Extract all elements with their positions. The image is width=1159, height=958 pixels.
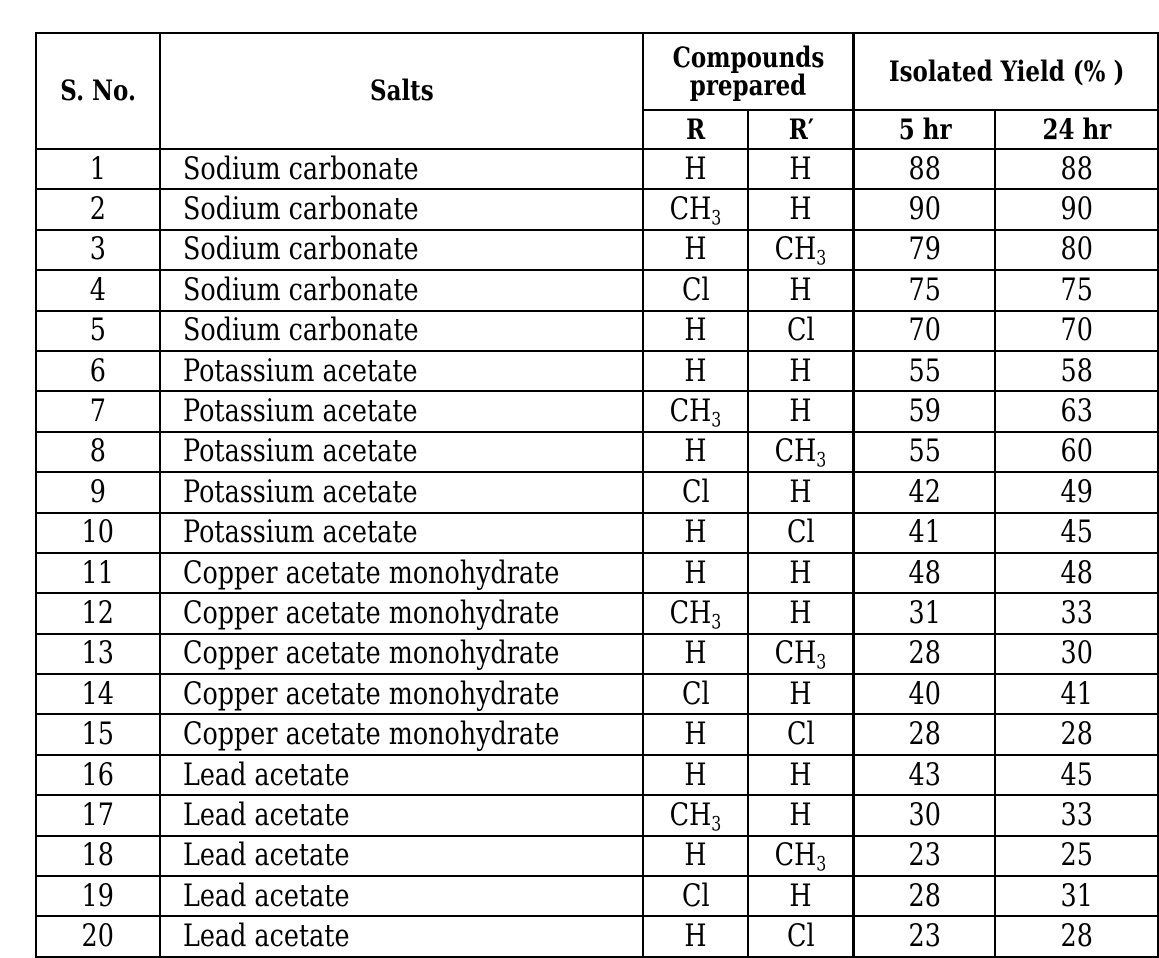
- header-compounds-line1: Compounds: [672, 40, 824, 74]
- table-row: [36, 270, 1158, 310]
- cell-r-prime: [748, 916, 854, 956]
- table-row: [36, 714, 1158, 754]
- cell-r: [643, 876, 749, 916]
- cell-yield-24hr-value: 33: [1060, 594, 1093, 631]
- cell-r: [643, 593, 749, 633]
- cell-r-prime-value: Cl: [787, 918, 815, 955]
- cell-yield-5hr-value: 41: [908, 514, 942, 551]
- cell-r-value: H: [684, 756, 707, 793]
- cell-yield-24hr-value: 60: [1060, 433, 1093, 470]
- cell-yield-5hr-value: 28: [908, 877, 942, 914]
- cell-sno-value: 1: [89, 150, 107, 187]
- cell-r-prime-value: H: [789, 393, 813, 430]
- cell-sno-value: 10: [81, 514, 115, 551]
- cell-sno-value: 20: [81, 918, 115, 955]
- cell-sno: [36, 836, 160, 876]
- cell-yield-5hr: [854, 189, 996, 229]
- cell-yield-24hr-value: 80: [1060, 231, 1093, 268]
- cell-yield-5hr: [854, 270, 996, 310]
- header-yield: [854, 33, 1158, 110]
- cell-yield-24hr-value: 31: [1060, 877, 1093, 914]
- cell-r-prime-value: H: [789, 594, 813, 631]
- cell-salt-value: Potassium acetate: [182, 433, 418, 470]
- cell-r: [643, 432, 749, 472]
- table-row: [36, 876, 1158, 916]
- cell-r-value: Cl: [681, 675, 710, 712]
- cell-sno-value: 11: [81, 554, 115, 591]
- cell-salt: [160, 270, 643, 310]
- cell-r: [643, 513, 749, 553]
- cell-r-prime-value: H: [789, 150, 813, 187]
- cell-sno: [36, 351, 160, 391]
- table-row: [36, 432, 1158, 472]
- cell-salt-value: Sodium carbonate: [182, 231, 419, 268]
- cell-sno: [36, 391, 160, 431]
- cell-yield-5hr-value: 28: [908, 635, 942, 672]
- cell-salt-value: Potassium acetate: [182, 473, 418, 510]
- header-compounds: [643, 33, 854, 110]
- cell-r-prime: [748, 836, 854, 876]
- cell-r-prime: [748, 593, 854, 633]
- cell-sno-value: 14: [81, 675, 115, 712]
- yield-table-container: [35, 32, 1159, 958]
- cell-yield-24hr: [995, 513, 1158, 553]
- cell-r: [643, 916, 749, 956]
- cell-r-prime-value: H: [789, 675, 813, 712]
- cell-sno-value: 15: [81, 716, 115, 753]
- cell-salt: [160, 714, 643, 754]
- cell-salt-value: Lead acetate: [182, 756, 350, 793]
- header-r-prime-label: R′: [788, 112, 814, 146]
- cell-yield-24hr: [995, 714, 1158, 754]
- cell-r: [643, 270, 749, 310]
- cell-sno: [36, 432, 160, 472]
- cell-yield-24hr-value: 48: [1060, 554, 1093, 591]
- cell-r-value: H: [684, 716, 707, 753]
- cell-yield-5hr-value: 55: [908, 433, 942, 470]
- cell-yield-5hr: [854, 755, 996, 795]
- cell-r-prime-value: Cl: [787, 312, 815, 349]
- cell-salt-value: Sodium carbonate: [182, 312, 419, 349]
- cell-yield-5hr: [854, 916, 996, 956]
- cell-yield-24hr-value: 70: [1060, 312, 1093, 349]
- cell-r-prime-value: $CH_3$: [775, 433, 827, 472]
- cell-sno-value: 9: [89, 473, 107, 510]
- header-r: [643, 110, 749, 149]
- cell-yield-5hr: [854, 553, 996, 593]
- cell-yield-5hr-value: 23: [908, 918, 942, 955]
- cell-sno-value: 3: [89, 231, 107, 268]
- cell-salt-value: Potassium acetate: [182, 514, 418, 551]
- cell-salt: [160, 795, 643, 835]
- cell-r: [643, 311, 749, 351]
- cell-yield-5hr-value: 70: [908, 312, 942, 349]
- cell-sno: [36, 755, 160, 795]
- cell-yield-5hr: [854, 674, 996, 714]
- cell-sno: [36, 714, 160, 754]
- cell-yield-5hr: [854, 149, 996, 189]
- cell-r-prime: [748, 189, 854, 229]
- cell-yield-5hr: [854, 472, 996, 512]
- cell-r-prime: [748, 230, 854, 270]
- cell-r-prime: [748, 795, 854, 835]
- cell-yield-24hr: [995, 593, 1158, 633]
- cell-yield-5hr-value: 31: [908, 594, 942, 631]
- cell-r: [643, 795, 749, 835]
- cell-sno-value: 13: [81, 635, 115, 672]
- cell-yield-24hr-value: 41: [1060, 675, 1093, 712]
- cell-r-value: H: [684, 918, 707, 955]
- cell-r-value: Cl: [681, 271, 710, 308]
- cell-sno-value: 12: [81, 594, 115, 631]
- cell-yield-5hr: [854, 795, 996, 835]
- cell-yield-24hr: [995, 391, 1158, 431]
- table-row: [36, 593, 1158, 633]
- cell-yield-5hr-value: 59: [908, 393, 942, 430]
- cell-yield-5hr: [854, 836, 996, 876]
- cell-yield-24hr: [995, 230, 1158, 270]
- cell-sno-value: 5: [89, 312, 107, 349]
- cell-sno: [36, 876, 160, 916]
- cell-salt: [160, 755, 643, 795]
- cell-yield-24hr: [995, 189, 1158, 229]
- cell-yield-24hr-value: 25: [1060, 837, 1093, 874]
- cell-sno-value: 7: [89, 393, 107, 430]
- cell-yield-24hr: [995, 149, 1158, 189]
- cell-sno: [36, 149, 160, 189]
- cell-salt: [160, 876, 643, 916]
- cell-yield-24hr: [995, 876, 1158, 916]
- cell-salt-value: Sodium carbonate: [182, 191, 419, 228]
- cell-r-prime-value: H: [789, 473, 813, 510]
- cell-r-prime-value: $CH_3$: [775, 635, 827, 674]
- table-row: [36, 391, 1158, 431]
- cell-r: [643, 230, 749, 270]
- cell-r-prime: [748, 755, 854, 795]
- cell-r-value: H: [684, 231, 707, 268]
- table-row: [36, 351, 1158, 391]
- cell-r-prime: [748, 391, 854, 431]
- cell-r-prime-value: H: [789, 352, 813, 389]
- table-row: [36, 916, 1158, 956]
- cell-salt: [160, 553, 643, 593]
- cell-yield-24hr: [995, 795, 1158, 835]
- cell-r: [643, 351, 749, 391]
- cell-r-prime: [748, 634, 854, 674]
- cell-r-prime: [748, 513, 854, 553]
- cell-r-prime-value: Cl: [787, 716, 815, 753]
- cell-sno-value: 17: [81, 796, 115, 833]
- cell-yield-5hr: [854, 513, 996, 553]
- cell-sno-value: 8: [89, 433, 107, 470]
- cell-salt-value: Copper acetate monohydrate: [182, 675, 560, 712]
- cell-salt-value: Lead acetate: [182, 796, 350, 833]
- table-row: [36, 795, 1158, 835]
- cell-salt-value: Copper acetate monohydrate: [182, 594, 560, 631]
- cell-r-prime-value: H: [789, 554, 813, 591]
- cell-salt: [160, 432, 643, 472]
- cell-yield-5hr-value: 28: [908, 716, 942, 753]
- cell-salt: [160, 230, 643, 270]
- table-row: [36, 674, 1158, 714]
- cell-yield-5hr: [854, 714, 996, 754]
- header-salts-label: Salts: [369, 74, 434, 107]
- cell-yield-5hr-value: 43: [908, 756, 942, 793]
- cell-yield-24hr: [995, 836, 1158, 876]
- cell-salt: [160, 593, 643, 633]
- cell-salt-value: Copper acetate monohydrate: [182, 554, 560, 591]
- header-compounds-line2: prepared: [689, 68, 807, 102]
- cell-sno-value: 18: [81, 837, 115, 874]
- cell-yield-5hr: [854, 351, 996, 391]
- cell-salt-value: Potassium acetate: [182, 352, 418, 389]
- cell-yield-24hr: [995, 634, 1158, 674]
- header-5hr: [854, 110, 996, 149]
- table-row: [36, 149, 1158, 189]
- cell-r-value: $CH_3$: [669, 393, 722, 432]
- cell-salt-value: Lead acetate: [182, 918, 350, 955]
- cell-r-prime-value: H: [789, 191, 813, 228]
- cell-yield-24hr: [995, 311, 1158, 351]
- cell-sno: [36, 472, 160, 512]
- cell-yield-5hr: [854, 432, 996, 472]
- cell-yield-5hr-value: 30: [908, 796, 942, 833]
- cell-yield-5hr-value: 40: [908, 675, 942, 712]
- cell-salt-value: Lead acetate: [182, 877, 350, 914]
- cell-salt: [160, 836, 643, 876]
- table-header: [36, 33, 1158, 149]
- cell-yield-24hr: [995, 472, 1158, 512]
- cell-sno: [36, 553, 160, 593]
- cell-r-prime-value: $CH_3$: [775, 231, 827, 270]
- cell-yield-5hr: [854, 876, 996, 916]
- cell-yield-5hr-value: 42: [908, 473, 942, 510]
- table-row: [36, 755, 1158, 795]
- cell-r-value: Cl: [681, 473, 710, 510]
- header-5hr-label: 5 hr: [898, 112, 952, 146]
- table-body: [36, 149, 1158, 957]
- cell-r-prime: [748, 149, 854, 189]
- cell-yield-24hr: [995, 270, 1158, 310]
- table-row: [36, 472, 1158, 512]
- cell-yield-24hr-value: 33: [1060, 796, 1093, 833]
- cell-salt: [160, 916, 643, 956]
- cell-yield-24hr-value: 75: [1060, 271, 1093, 308]
- cell-yield-5hr: [854, 391, 996, 431]
- cell-yield-24hr-value: 58: [1060, 352, 1093, 389]
- cell-salt: [160, 674, 643, 714]
- cell-r: [643, 836, 749, 876]
- cell-r-prime: [748, 876, 854, 916]
- cell-sno: [36, 916, 160, 956]
- cell-sno: [36, 270, 160, 310]
- cell-sno: [36, 593, 160, 633]
- cell-r: [643, 189, 749, 229]
- cell-r: [643, 149, 749, 189]
- cell-salt-value: Copper acetate monohydrate: [182, 635, 560, 672]
- cell-r-prime-value: H: [789, 796, 813, 833]
- cell-yield-24hr-value: 28: [1060, 918, 1093, 955]
- cell-salt-value: Sodium carbonate: [182, 150, 419, 187]
- cell-r-prime-value: H: [789, 756, 813, 793]
- cell-r-value: H: [684, 635, 707, 672]
- cell-yield-5hr: [854, 634, 996, 674]
- cell-r-prime: [748, 270, 854, 310]
- cell-salt-value: Potassium acetate: [182, 393, 418, 430]
- cell-r-prime: [748, 432, 854, 472]
- cell-sno-value: 2: [89, 191, 107, 228]
- cell-yield-24hr-value: 45: [1060, 514, 1093, 551]
- cell-yield-5hr: [854, 311, 996, 351]
- table-row: [36, 230, 1158, 270]
- cell-r: [643, 634, 749, 674]
- cell-r-prime: [748, 311, 854, 351]
- cell-r-prime-value: $CH_3$: [775, 837, 827, 876]
- cell-salt-value: Copper acetate monohydrate: [182, 716, 560, 753]
- cell-r: [643, 714, 749, 754]
- cell-r-prime-value: H: [789, 271, 813, 308]
- cell-r-prime: [748, 472, 854, 512]
- cell-r-value: $CH_3$: [669, 796, 722, 836]
- table-row: [36, 189, 1158, 229]
- header-yield-label: Isolated Yield (% ): [888, 54, 1124, 88]
- cell-yield-24hr: [995, 674, 1158, 714]
- header-24hr-label: 24 hr: [1042, 112, 1112, 146]
- cell-salt: [160, 634, 643, 674]
- cell-r-prime: [748, 553, 854, 593]
- cell-r: [643, 755, 749, 795]
- cell-yield-24hr-value: 88: [1060, 150, 1093, 187]
- cell-r-prime: [748, 351, 854, 391]
- cell-salt: [160, 472, 643, 512]
- cell-yield-24hr: [995, 553, 1158, 593]
- cell-salt: [160, 189, 643, 229]
- cell-sno: [36, 311, 160, 351]
- header-salts: [160, 33, 643, 149]
- cell-salt-value: Sodium carbonate: [182, 271, 419, 308]
- cell-yield-24hr-value: 30: [1060, 635, 1093, 672]
- cell-sno-value: 16: [81, 756, 115, 793]
- table-row: [36, 836, 1158, 876]
- cell-sno-value: 6: [89, 352, 107, 389]
- table-row: [36, 553, 1158, 593]
- cell-yield-5hr-value: 90: [908, 191, 942, 228]
- cell-salt: [160, 149, 643, 189]
- cell-yield-24hr: [995, 755, 1158, 795]
- cell-r-value: H: [684, 352, 707, 389]
- cell-sno: [36, 674, 160, 714]
- cell-r-value: H: [684, 312, 707, 349]
- cell-sno: [36, 230, 160, 270]
- header-r-prime: [748, 110, 854, 149]
- cell-sno-value: 4: [89, 271, 107, 308]
- cell-yield-24hr: [995, 916, 1158, 956]
- cell-sno: [36, 634, 160, 674]
- cell-r-value: H: [684, 433, 707, 470]
- cell-r-value: H: [684, 554, 707, 591]
- cell-salt: [160, 513, 643, 553]
- cell-salt: [160, 351, 643, 391]
- cell-r: [643, 472, 749, 512]
- cell-yield-5hr-value: 48: [908, 554, 942, 591]
- header-r-label: R: [686, 112, 706, 146]
- cell-yield-5hr-value: 88: [908, 150, 942, 187]
- cell-yield-24hr-value: 45: [1060, 756, 1093, 793]
- yield-table: [35, 32, 1159, 958]
- cell-r-prime-value: Cl: [787, 514, 815, 551]
- header-24hr: [995, 110, 1158, 149]
- cell-yield-5hr-value: 75: [908, 271, 942, 308]
- cell-yield-5hr: [854, 593, 996, 633]
- header-sno: [36, 33, 160, 149]
- cell-r-value: $CH_3$: [669, 191, 722, 230]
- table-row: [36, 513, 1158, 553]
- cell-salt-value: Lead acetate: [182, 837, 350, 874]
- cell-r: [643, 674, 749, 714]
- cell-r-prime: [748, 674, 854, 714]
- cell-r: [643, 391, 749, 431]
- cell-r-value: H: [684, 837, 707, 874]
- table-row: [36, 311, 1158, 351]
- cell-yield-24hr-value: 49: [1060, 473, 1093, 510]
- cell-sno: [36, 795, 160, 835]
- cell-yield-24hr-value: 28: [1060, 716, 1093, 753]
- cell-yield-5hr: [854, 230, 996, 270]
- cell-yield-5hr-value: 79: [908, 231, 942, 268]
- cell-salt: [160, 311, 643, 351]
- cell-sno-value: 19: [81, 877, 115, 914]
- header-row-1: [36, 33, 1158, 110]
- cell-r: [643, 553, 749, 593]
- cell-yield-24hr-value: 63: [1060, 393, 1093, 430]
- cell-r-value: $CH_3$: [669, 594, 722, 634]
- header-sno-label: S. No.: [60, 74, 136, 107]
- cell-salt: [160, 391, 643, 431]
- cell-sno: [36, 189, 160, 229]
- table-row: [36, 634, 1158, 674]
- cell-r-prime-value: H: [789, 877, 813, 914]
- cell-yield-5hr-value: 55: [908, 352, 942, 389]
- cell-sno: [36, 513, 160, 553]
- cell-yield-24hr: [995, 351, 1158, 391]
- cell-yield-24hr: [995, 432, 1158, 472]
- cell-r-value: H: [684, 514, 707, 551]
- cell-yield-24hr-value: 90: [1060, 191, 1093, 228]
- cell-r-value: H: [684, 150, 707, 187]
- cell-r-prime: [748, 714, 854, 754]
- cell-yield-5hr-value: 23: [908, 837, 942, 874]
- cell-r-value: Cl: [681, 877, 710, 914]
